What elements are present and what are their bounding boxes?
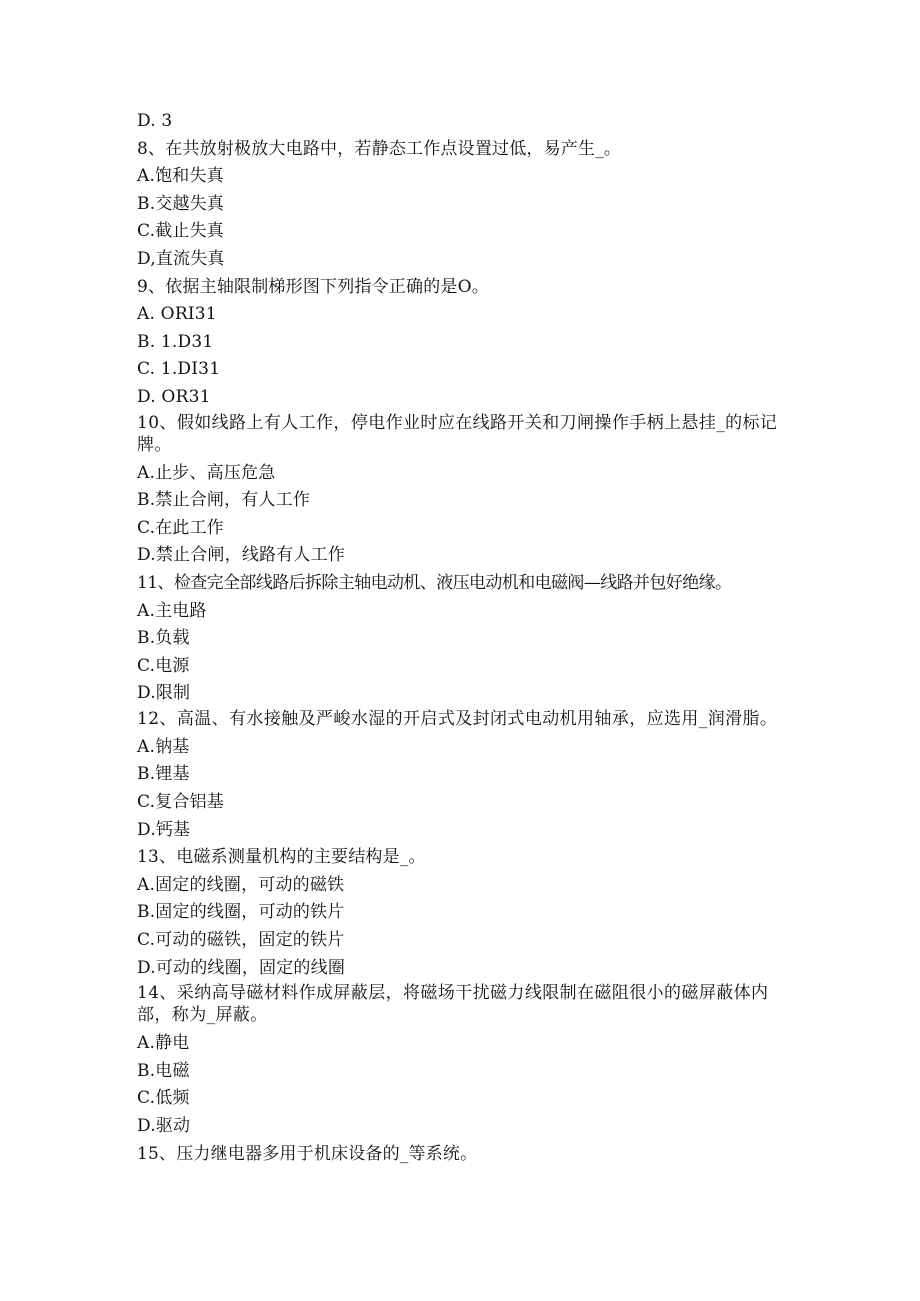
question-12: 12、高温、有水接触及严峻水湿的开启式及封闭式电动机用轴承，应选用_润滑脂。: [137, 708, 778, 729]
option-d-q7: D. 3: [137, 111, 173, 131]
option-b-q9: B. 1.D31: [137, 331, 214, 352]
option-b-q8: B.交越失真: [137, 193, 225, 214]
document-page: [137, 108, 787, 1168]
option-c-q11: C.电源: [137, 655, 190, 676]
option-a-q10: A.止步、高压危急: [137, 462, 276, 483]
option-b-q13: B.固定的线圈，可动的铁片: [137, 902, 345, 923]
option-b-q14: B.电磁: [137, 1060, 190, 1081]
question-14: 14、采纳高导磁材料作成屏蔽层，将磁场干扰磁力线限制在磁阻很小的磁屏蔽体内部，称为_屏蔽。: [137, 983, 769, 1026]
question-9: 9、依据主轴限制梯形图下列指令正确的是O。: [137, 276, 489, 297]
question-10: 10、假如线路上有人工作，停电作业时应在线路开关和刀闸操作手柄上悬挂_的标记牌。: [137, 412, 778, 455]
option-d-q10: D.禁止合闸，线路有人工作: [137, 545, 346, 566]
option-c-q14: C.低频: [137, 1088, 190, 1109]
question-15: 15、压力继电器多用于机床设备的_等系统。: [137, 1143, 478, 1164]
option-d-q12: D.钙基: [137, 819, 191, 840]
option-c-q13: C.可动的磁铁，固定的铁片: [137, 930, 345, 951]
option-d-q9: D. OR31: [137, 386, 211, 407]
option-a-q12: A.钠基: [137, 736, 190, 757]
option-d-q8: D,直流失真: [137, 248, 225, 269]
option-d-q13: D.可动的线圈，固定的线圈: [137, 957, 346, 978]
option-d-q11: D.限制: [137, 683, 191, 704]
option-c-q10: C.在此工作: [137, 517, 225, 538]
option-b-q12: B.锂基: [137, 764, 190, 785]
option-c-q12: C.复合铝基: [137, 792, 225, 813]
option-d-q14: D.驱动: [137, 1116, 191, 1136]
option-a-q8: A.饱和失真: [137, 166, 224, 187]
question-13: 13、电磁系测量机构的主要结构是_。: [137, 847, 426, 868]
question-8: 8、在共放射极放大电路中，若静态工作点设置过低，易产生_。: [137, 138, 622, 159]
option-b-q10: B.禁止合闸，有人工作: [137, 490, 311, 511]
option-c-q8: C.截止失真: [137, 221, 225, 242]
question-11: 11、检查完全部线路后拆除主轴电动机、液压电动机和电磁阀—线路并包好绝缘。: [137, 572, 732, 593]
option-c-q9: C. 1.DI31: [137, 359, 221, 380]
option-a-q13: A.固定的线圈，可动的磁铁: [137, 874, 345, 895]
option-b-q11: B.负载: [137, 628, 190, 649]
option-a-q11: A.主电路: [137, 600, 207, 621]
option-a-q9: A. ORI31: [137, 304, 217, 325]
option-a-q14: A.静电: [137, 1033, 190, 1054]
